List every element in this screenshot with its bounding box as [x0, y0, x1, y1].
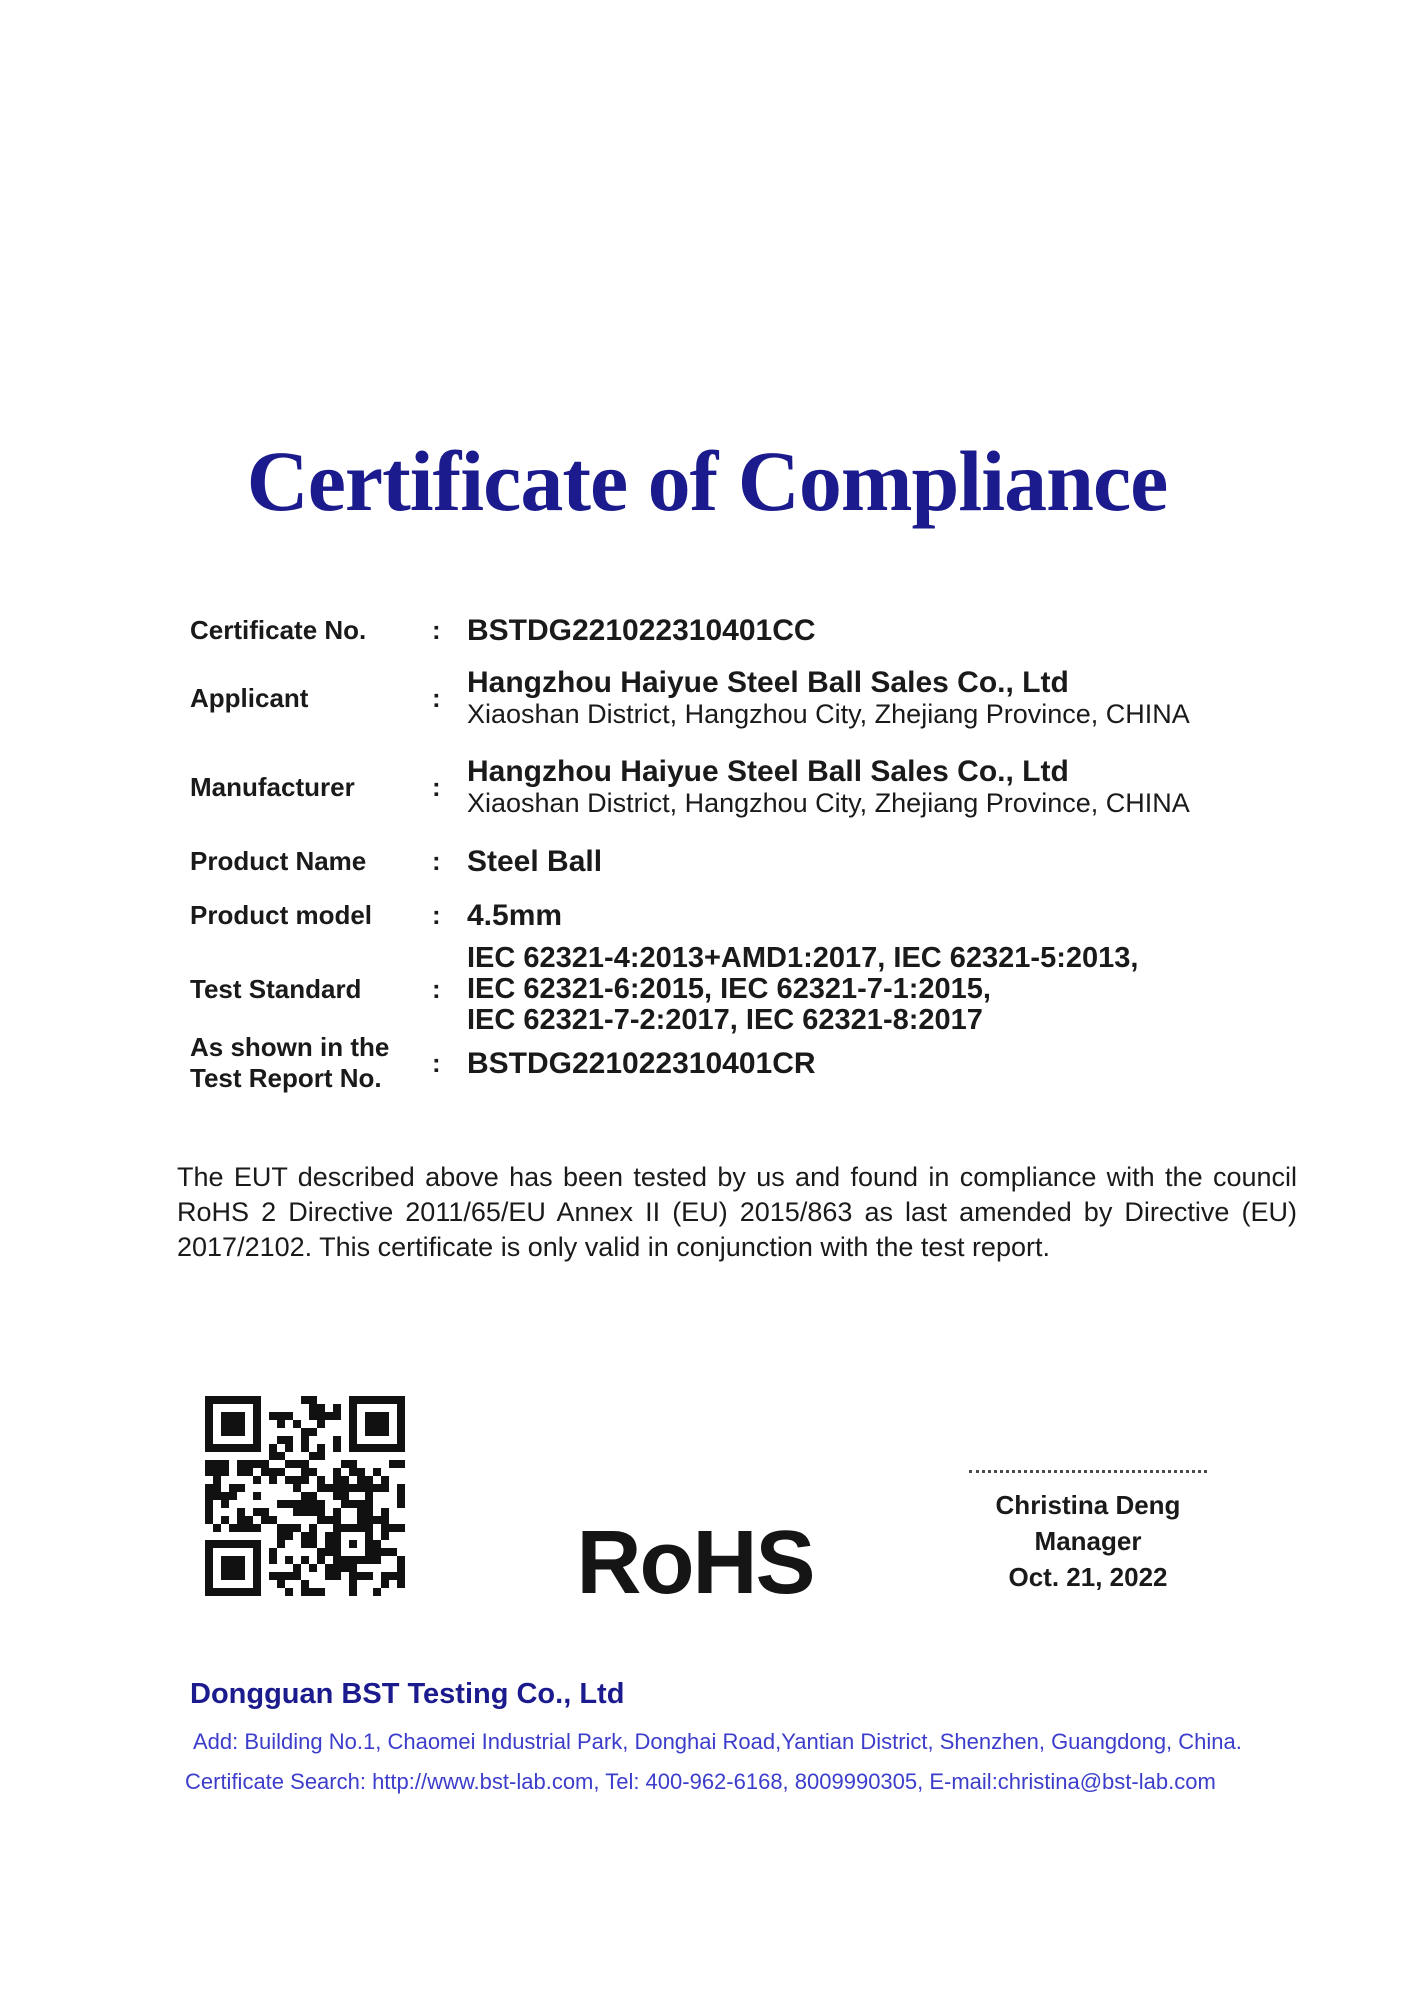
manufacturer-address: Xiaoshan District, Hangzhou City, Zhejiang Province, CHINA	[467, 788, 1190, 818]
colon: :	[432, 1047, 441, 1078]
issuer-company-name: Dongguan BST Testing Co., Ltd	[190, 1678, 625, 1710]
statement-line-3: 2017/2102. This certificate is only valid in conjunction with the test report.	[177, 1232, 1050, 1262]
compliance-statement	[177, 1160, 1297, 1265]
issuer-contact-line: Certificate Search: http://www.bst-lab.com, Tel: 400-962-6168, 8009990305, E-mail:christina@bst-lab.com	[185, 1769, 1216, 1794]
row-product-model	[190, 899, 1300, 932]
colon: :	[432, 682, 441, 713]
signatory-role: Manager	[1034, 1526, 1142, 1556]
colon: :	[432, 846, 441, 876]
test-standard-line-2: IEC 62321-6:2015, IEC 62321-7-1:2015,	[467, 973, 991, 1005]
issuer-address: Add: Building No.1, Chaomei Industrial Park, Donghai Road,Yantian District, Shenzhen, Guangdong, China.	[193, 1729, 1242, 1754]
product-model-label: Product model	[190, 900, 373, 930]
product-name-value: Steel Ball	[467, 845, 603, 878]
manufacturer-label: Manufacturer	[190, 771, 355, 802]
certificate-title: Certificate of Compliance	[246, 433, 1168, 529]
colon: :	[432, 900, 441, 930]
product-model-value: 4.5mm	[467, 899, 563, 932]
applicant-address: Xiaoshan District, Hangzhou City, Zhejiang Province, CHINA	[467, 699, 1190, 729]
row-applicant	[190, 666, 1300, 730]
manufacturer-company: Hangzhou Haiyue Steel Ball Sales Co., Ltd	[467, 755, 1069, 788]
certificate-no-label: Certificate No.	[190, 615, 367, 645]
row-test-report-no	[190, 1032, 1300, 1094]
test-report-label-line-2: Test Report No.	[190, 1063, 382, 1093]
applicant-company: Hangzhou Haiyue Steel Ball Sales Co., Ltd	[467, 666, 1069, 699]
product-name-label: Product Name	[190, 846, 367, 876]
colon: :	[432, 974, 441, 1004]
test-standard-line-3: IEC 62321-7-2:2017, IEC 62321-8:2017	[467, 1004, 983, 1036]
row-manufacturer	[190, 755, 1300, 819]
test-standard-line-1: IEC 62321-4:2013+AMD1:2017, IEC 62321-5:2013,	[467, 942, 1139, 974]
statement-line-2: RoHS 2 Directive 2011/65/EU Annex II (EU) 2015/863 as last amended by Directive (EU)	[177, 1197, 1297, 1227]
test-report-label-line-1: As shown in the	[190, 1032, 390, 1062]
rohs-logo: RoHS	[576, 1513, 814, 1613]
signature-block	[928, 1470, 1248, 1595]
test-standard-label: Test Standard	[190, 974, 362, 1004]
signatory-name: Christina Deng	[995, 1490, 1181, 1520]
signature-dotted-line	[969, 1470, 1207, 1473]
row-certificate-no	[190, 614, 1300, 647]
row-test-standard	[190, 943, 1300, 1036]
colon: :	[432, 615, 441, 645]
qr-code-image	[205, 1396, 405, 1596]
certificate-no-value: BSTDG221022310401CC	[467, 614, 816, 647]
applicant-label: Applicant	[190, 682, 309, 713]
row-product-name	[190, 845, 1300, 878]
signature-date: Oct. 21, 2022	[1008, 1562, 1168, 1592]
statement-line-1: The EUT described above has been tested by us and found in compliance with the council	[177, 1162, 1297, 1192]
test-report-value: BSTDG221022310401CR	[467, 1046, 816, 1080]
colon: :	[432, 771, 441, 802]
